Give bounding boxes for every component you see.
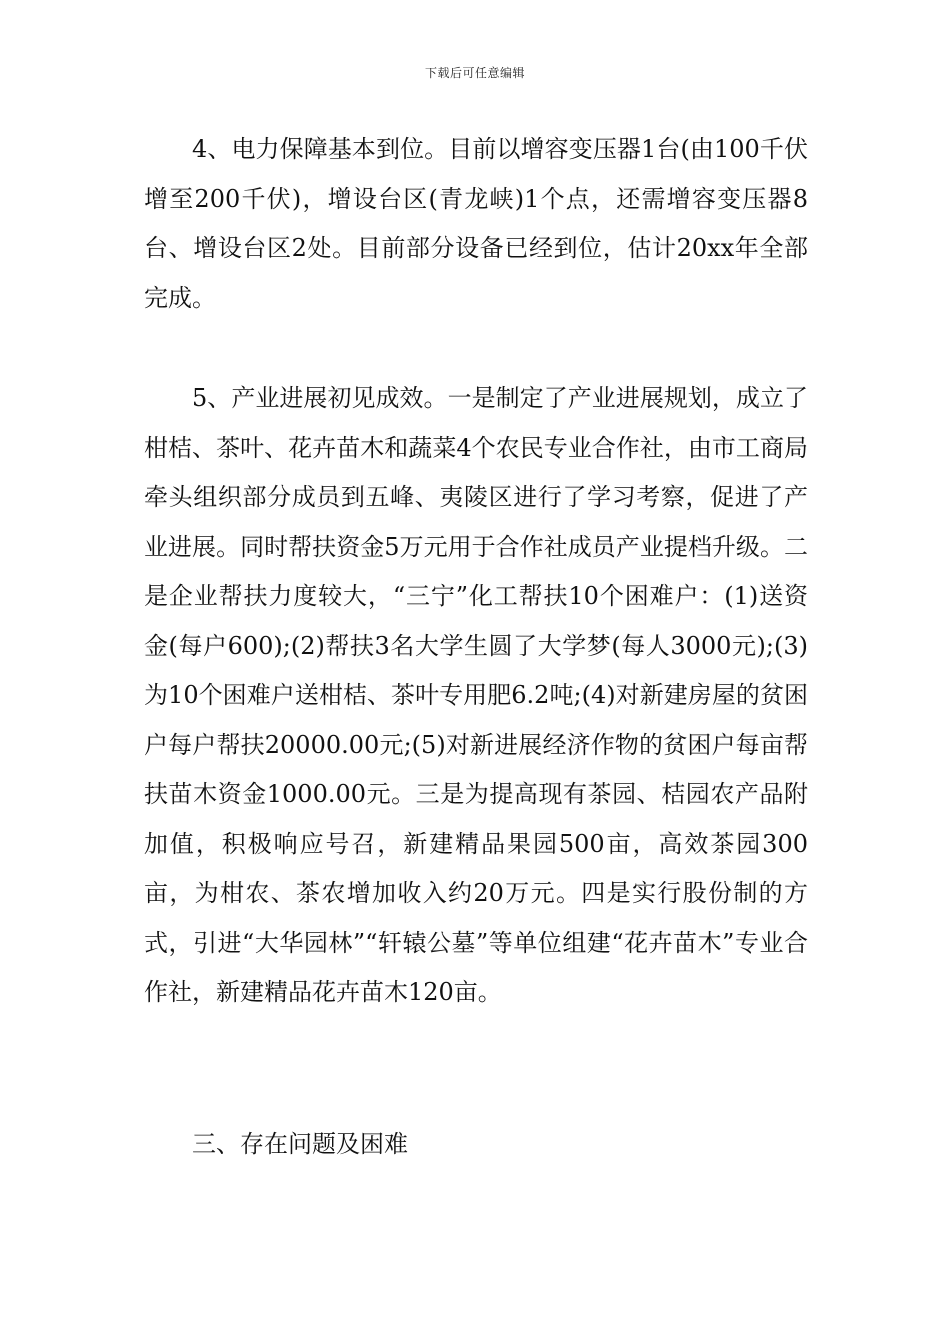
paragraph-power-supply: 4、电力保障基本到位。目前以增容变压器1台(由100千伏增至200千伏)，增设台区(青龙峡)1个点，还需增容变压器8台、增设台区2处。目前部分设备已经到位，估计20xx年全部完成。 <box>144 135 808 312</box>
page-header: 下载后可任意编辑 <box>424 66 525 80</box>
paragraph-industry-progress: 5、产业进展初见成效。一是制定了产业进展规划，成立了柑桔、茶叶、花卉苗木和蔬菜4个农民专业合作社，由市工商局牵头组织部分成员到五峰、夷陵区进行了学习考察，促进了产业进展。同时帮扶资金5万元用于合作社成员产业提档升级。二是企业帮扶力度较大，“三宁”化工帮扶10个困难户：(1)送资金(每户600);(2)帮扶3名大学生圆了大学梦(每人3000元);(3)为10个困难户送柑桔、茶叶专用肥6.2吨;(4)对新建房屋的贫困户每户帮扶20000.00元;(5)对新进展经济作物的贫困户每亩帮扶苗木资金1000.00元。三是为提高现有茶园、桔园农产品附加值，积极响应号召，新建精品果园500亩，高效茶园300亩，为柑农、茶农增加收入约20万元。四是实行股份制的方式，引进“大华园林”“轩辕公墓”等单位组建“花卉苗木”专业合作社，新建精品花卉苗木120亩。 <box>144 384 808 1006</box>
section-heading-problems: 三、存在问题及困难 <box>192 1130 408 1158</box>
